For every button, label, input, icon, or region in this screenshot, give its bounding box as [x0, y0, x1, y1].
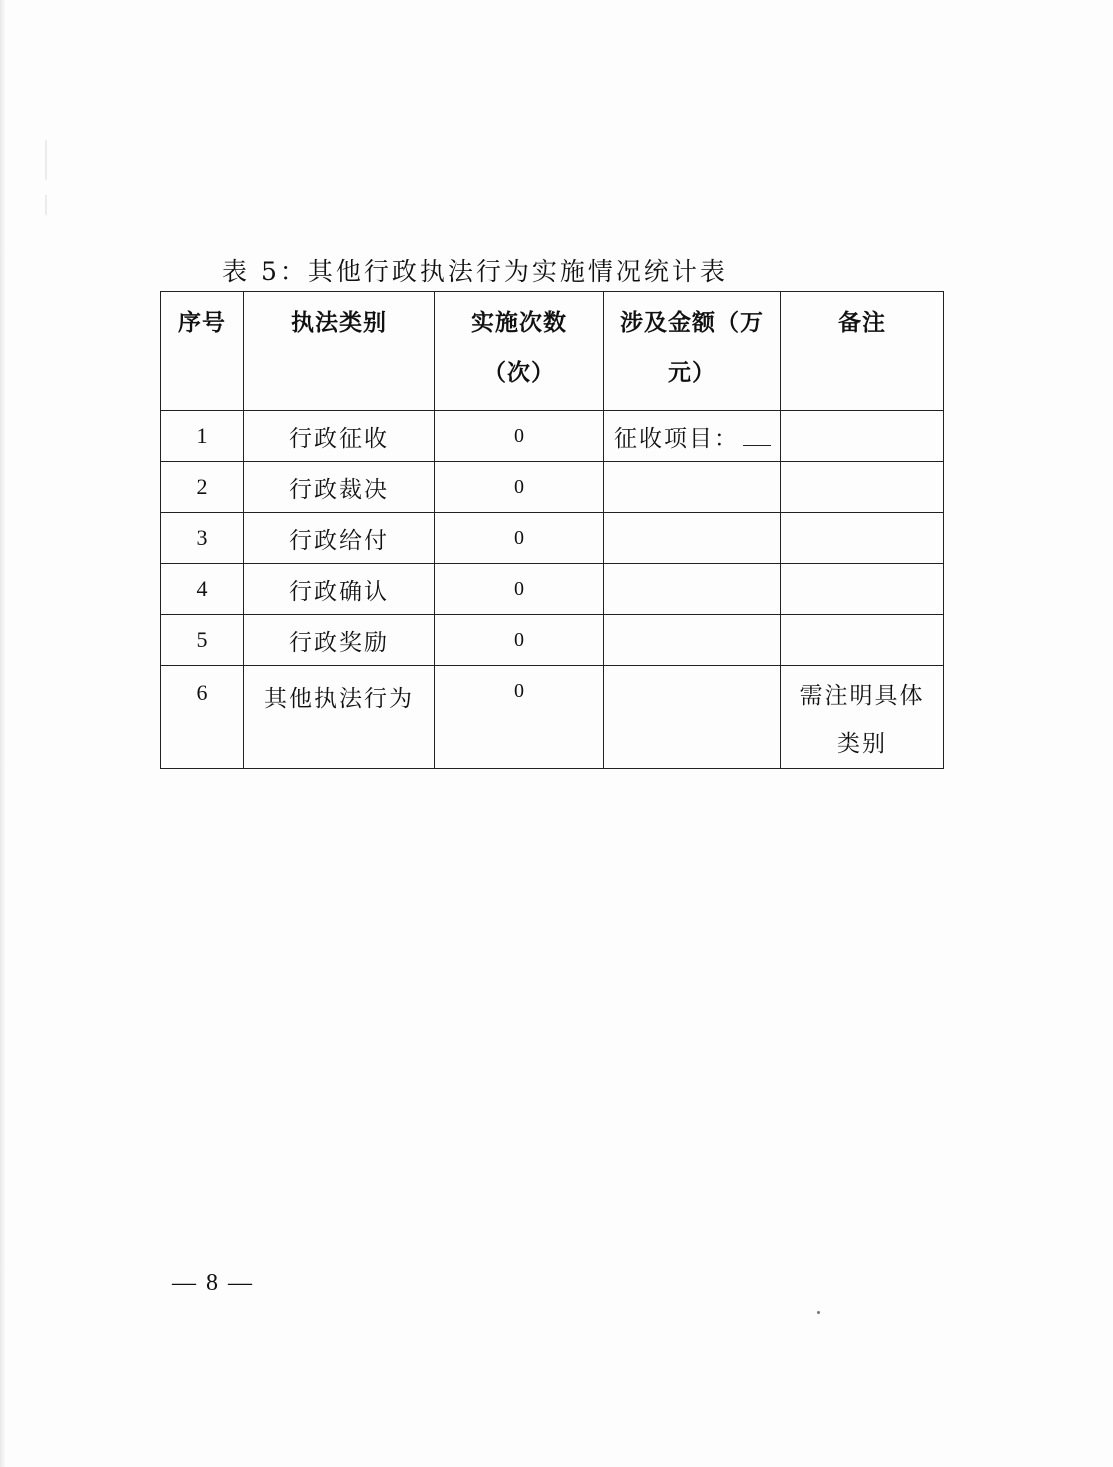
cell-category: 行政裁决: [244, 462, 435, 513]
cell-amount: [604, 411, 781, 462]
enforcement-statistics-table: [160, 291, 944, 769]
cell-remark: [781, 666, 944, 769]
cell-amount: [604, 564, 781, 615]
scan-artifact-mark: [45, 195, 47, 215]
cell-amount: [604, 615, 781, 666]
scan-artifact-mark: [45, 140, 47, 180]
cell-seq: 2: [161, 462, 244, 513]
table-row: [161, 411, 944, 462]
cell-count: 0: [435, 666, 604, 769]
page-number: — 8 —: [172, 1270, 254, 1296]
cell-seq: 3: [161, 513, 244, 564]
scan-speck: [817, 1311, 820, 1314]
header-count-line1: 实施次数: [471, 310, 567, 336]
table-row: [161, 513, 944, 564]
cell-seq: 4: [161, 564, 244, 615]
header-amount-line2: 元）: [668, 360, 716, 386]
collection-item-label: 征收项目：: [614, 425, 739, 452]
cell-seq: 6: [161, 666, 244, 769]
table-row: [161, 564, 944, 615]
cell-category: 行政奖励: [244, 615, 435, 666]
cell-count: 0: [435, 462, 604, 513]
cell-remark: [781, 411, 944, 462]
header-remark: 备注: [781, 292, 944, 411]
table-row: [161, 666, 944, 769]
scan-edge-shadow: [0, 0, 6, 1467]
header-amount-line1: 涉及金额（万: [620, 310, 764, 336]
table-header-row: [161, 292, 944, 411]
cell-amount: [604, 513, 781, 564]
cell-seq: 1: [161, 411, 244, 462]
cell-amount: [604, 462, 781, 513]
table-row: [161, 462, 944, 513]
cell-category: 行政确认: [244, 564, 435, 615]
header-count: [435, 292, 604, 411]
header-category: 执法类别: [244, 292, 435, 411]
cell-remark: [781, 615, 944, 666]
cell-category: 行政给付: [244, 513, 435, 564]
header-seq: 序号: [161, 292, 244, 411]
cell-count: 0: [435, 564, 604, 615]
table-title: 表 5：其他行政执法行为实施情况统计表: [222, 257, 728, 286]
cell-count: 0: [435, 513, 604, 564]
cell-remark: [781, 513, 944, 564]
fill-in-blank-line: [743, 423, 771, 446]
cell-category: 行政征收: [244, 411, 435, 462]
header-count-line2: （次）: [483, 360, 555, 386]
table-row: [161, 615, 944, 666]
cell-count: 0: [435, 615, 604, 666]
cell-remark: [781, 462, 944, 513]
cell-count: 0: [435, 411, 604, 462]
cell-category: 其他执法行为: [244, 666, 435, 769]
remark-line1: 需注明具体: [799, 683, 925, 709]
cell-amount: [604, 666, 781, 769]
header-amount: [604, 292, 781, 411]
cell-seq: 5: [161, 615, 244, 666]
cell-remark: [781, 564, 944, 615]
remark-line2: 类别: [837, 731, 887, 757]
